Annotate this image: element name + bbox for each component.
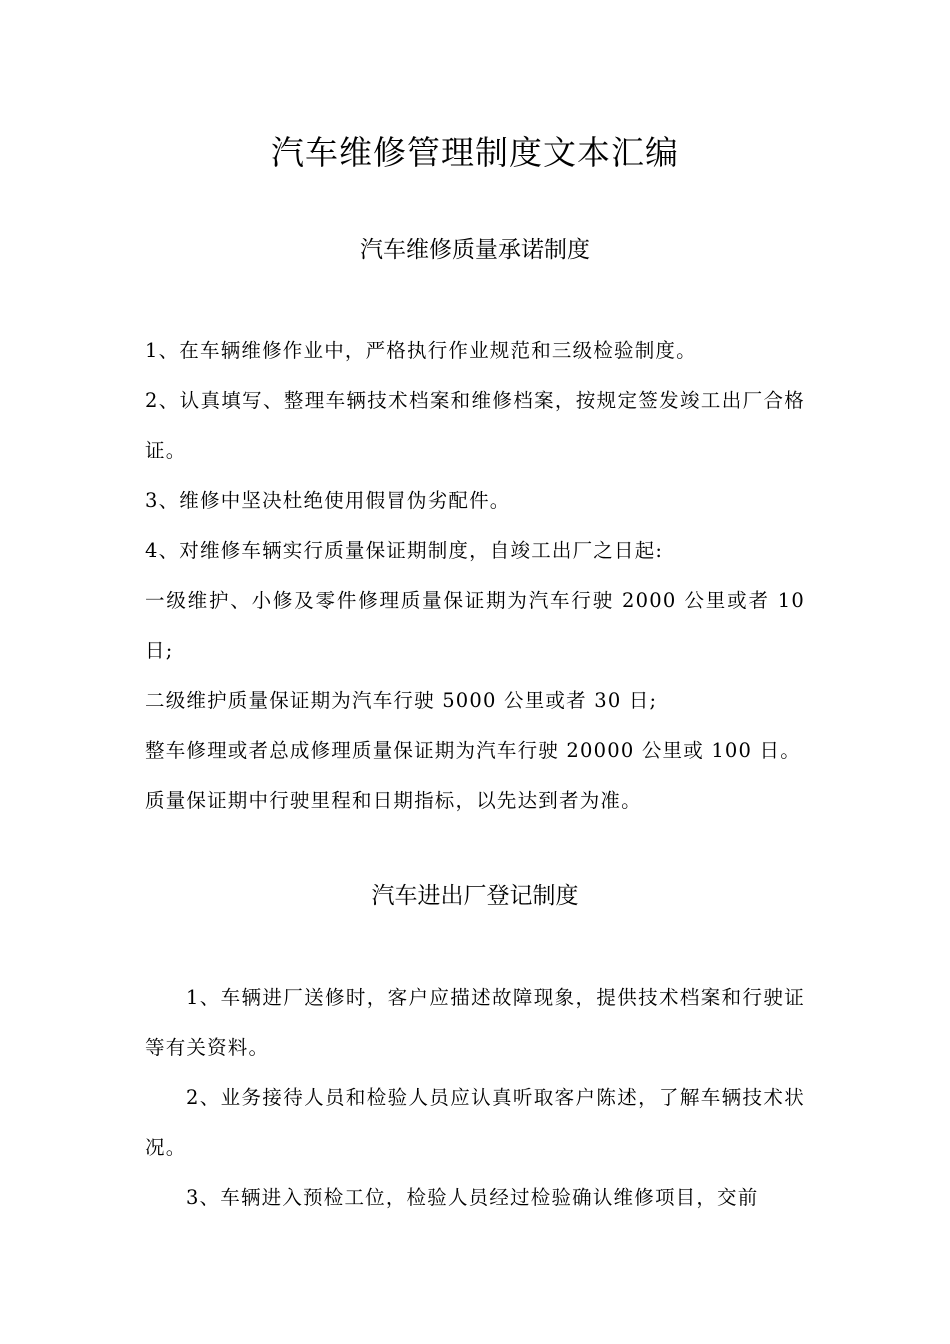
section-title-quality-commitment: 汽车维修质量承诺制度 (360, 237, 590, 263)
paragraph: 2、业务接待人员和检验人员应认真听取客户陈述，了解车辆技术状况。 (145, 1086, 805, 1159)
paragraph: 2、认真填写、整理车辆技术档案和维修档案，按规定签发竣工出厂合格证。 (145, 389, 805, 462)
paragraph: 1、在车辆维修作业中，严格执行作业规范和三级检验制度。 (145, 339, 697, 362)
paragraph: 1、车辆进厂送修时，客户应描述故障现象，提供技术档案和行驶证等有关资料。 (145, 986, 805, 1059)
paragraph: 4、对维修车辆实行质量保证期制度，自竣工出厂之日起: (145, 539, 664, 562)
section-title-entry-exit-registration: 汽车进出厂登记制度 (371, 883, 579, 909)
paragraph: 一级维护、小修及零件修理质量保证期为汽车行驶 2000 公里或者 10 日; (145, 589, 805, 662)
document-title: 汽车维修管理制度文本汇编 (271, 133, 679, 172)
paragraph: 3、车辆进入预检工位，检验人员经过检验确认维修项目，交前 (185, 1186, 759, 1209)
paragraph: 整车修理或者总成修理质量保证期为汽车行驶 20000 公里或 100 日。 (145, 739, 801, 762)
paragraph: 二级维护质量保证期为汽车行驶 5000 公里或者 30 日; (145, 689, 658, 712)
paragraph: 3、维修中坚决杜绝使用假冒伪劣配件。 (145, 489, 511, 512)
section-body-quality-commitment (145, 326, 805, 826)
section-body-entry-exit-registration (145, 973, 805, 1223)
paragraph: 质量保证期中行驶里程和日期指标，以先达到者为准。 (145, 789, 642, 812)
